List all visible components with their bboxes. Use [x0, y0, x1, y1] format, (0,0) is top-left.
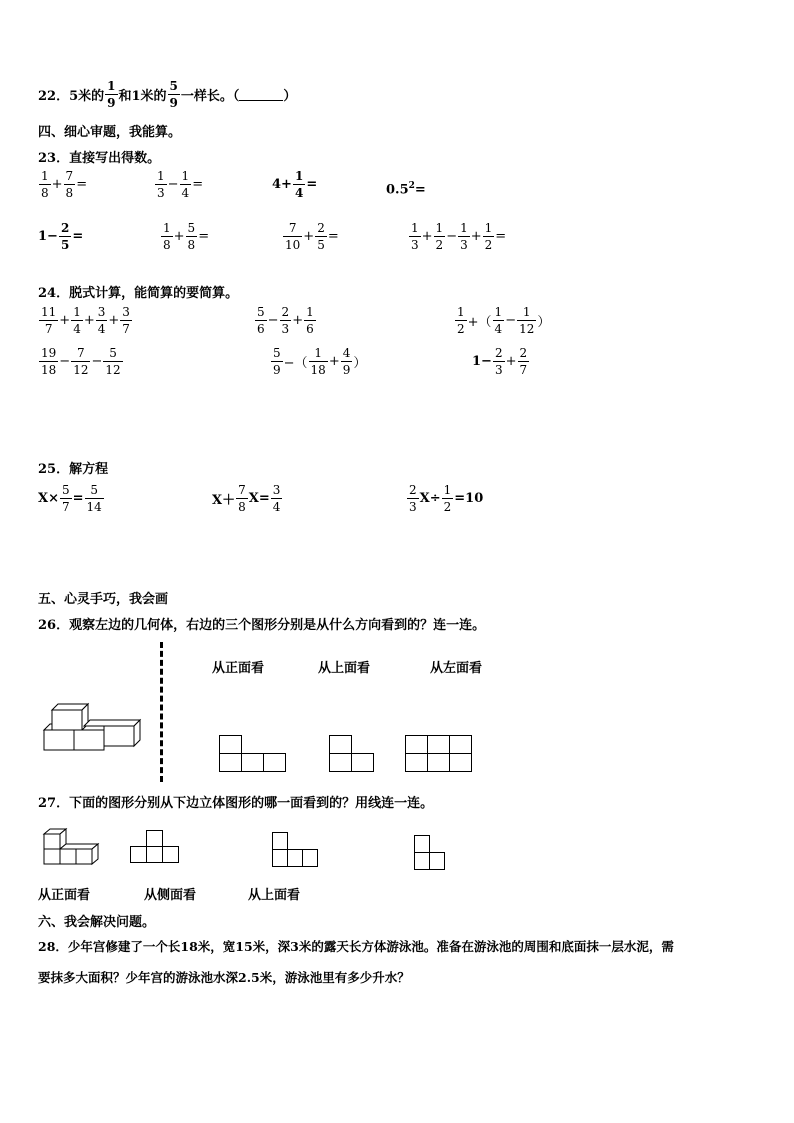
q25-item-a: X× $\frac{5}{7}$ = $\frac{5}{14}$ [38, 483, 102, 514]
question-23-title: 23．直接写出得数。 [38, 151, 161, 166]
answer-blank[interactable] [239, 88, 283, 101]
fraction: $\frac{5}{9}$ [273, 346, 281, 377]
question-25-title: 25．解方程 [38, 462, 109, 477]
q25-item-b: X＋ $\frac{7}{8}$ X= $\frac{3}{4}$ [212, 483, 281, 514]
question-26-title: 26．观察左边的几何体，右边的三个图形分别是从什么方向看到的？连一连。 [38, 618, 486, 633]
section-6-heading: 六、我会解决问题。 [38, 915, 156, 930]
fraction: $\frac{7}{10}$ [285, 221, 301, 252]
q23-item-c: 4+ $\frac{1}{4}$ = [272, 169, 318, 200]
fraction: $\frac{2}{3}$ [494, 346, 503, 377]
q26-solid-figure [40, 696, 142, 756]
fraction: $\frac{19}{18}$ [41, 346, 57, 377]
fraction: $\frac{11}{7}$ [41, 305, 57, 336]
fraction: $\frac{1}{3}$ [460, 221, 468, 252]
q26-view-c [405, 735, 475, 775]
q23-item-f: $\frac{1}{8}$ + $\frac{5}{8}$ = [163, 221, 210, 252]
section-4-heading: 四、细心审题，我能算。 [38, 125, 182, 140]
q24-item-d: $\frac{19}{18}$ − $\frac{7}{12}$ − $\frac{5}{12}$ [41, 346, 121, 377]
fraction: $\frac{5}{6}$ [257, 305, 265, 336]
q23-item-h: $\frac{1}{3}$ + $\frac{1}{2}$ − $\frac{1}{3}$ + $\frac{1}{2}$ = [411, 221, 507, 252]
question-22: 22．5米的 $\frac{1}{9}$ 和1米的 $\frac{5}{9}$ 一样长。（ ） [38, 79, 297, 110]
question-28-line-1: 28．少年宫修建了一个长18米，宽15米，深3米的露天长方体游泳池。准备在游泳池的周围和底面抹一层水泥，需 [38, 939, 674, 954]
fraction: $\frac{1}{18}$ [310, 346, 326, 377]
fraction: $\frac{1}{2}$ [443, 483, 452, 514]
fraction: $\frac{5}{14}$ [86, 483, 102, 514]
q26-label-top: 从上面看 [318, 661, 371, 676]
fraction: $\frac{7}{12}$ [73, 346, 89, 377]
q27-label-top: 从上面看 [248, 888, 301, 903]
fraction: $\frac{2}{5}$ [60, 221, 70, 252]
fraction: $\frac{1}{8}$ [163, 221, 171, 252]
question-27-title: 27．下面的图形分别从下边立体图形的哪一面看到的？用线连一连。 [38, 796, 434, 811]
fraction: $\frac{1}{6}$ [306, 305, 314, 336]
q27-view-a [130, 830, 180, 870]
fraction: $\frac{5}{8}$ [187, 221, 196, 252]
q27-view-c [414, 835, 450, 875]
fraction: $\frac{2}{5}$ [317, 221, 325, 252]
fraction: $\frac{3}{4}$ [272, 483, 281, 514]
fraction: $\frac{4}{9}$ [342, 346, 351, 377]
q24-item-e: $\frac{5}{9}$ −（ $\frac{1}{18}$ + $\frac{4}{9}$ ） [273, 346, 367, 377]
q27-solid-figure [38, 826, 102, 868]
fraction: $\frac{1}{4}$ [294, 169, 304, 200]
q23-item-a: $\frac{1}{8}$ + $\frac{7}{8}$ = [41, 169, 88, 200]
fraction: $\frac{1}{8}$ [41, 169, 49, 200]
section-5-heading: 五、心灵手巧，我会画 [38, 592, 169, 607]
q23-item-e: 1− $\frac{2}{5}$ = [38, 221, 84, 252]
q24-item-b: $\frac{5}{6}$ − $\frac{2}{3}$ + $\frac{1}{6}$ [257, 305, 314, 336]
fraction: $\frac{1}{3}$ [411, 221, 419, 252]
fraction: $\frac{1}{4}$ [73, 305, 81, 336]
q23-item-b: $\frac{1}{3}$ − $\frac{1}{4}$ = [157, 169, 204, 200]
q27-label-front: 从正面看 [38, 888, 91, 903]
fraction: $\frac{1}{2}$ [457, 305, 465, 336]
question-28-line-2: 要抹多大面积？少年宫的游泳池水深2.5米，游泳池里有多少升水？ [38, 970, 410, 985]
q26-view-b [329, 735, 379, 775]
q24-item-c: $\frac{1}{2}$ +（ $\frac{1}{4}$ − $\frac{1}{12}$ ） [457, 305, 551, 336]
question-24-title: 24．脱式计算，能简算的要简算。 [38, 286, 239, 301]
q26-label-left: 从左面看 [430, 661, 483, 676]
dashed-divider [160, 642, 163, 782]
fraction: $\frac{1}{3}$ [157, 169, 165, 200]
q24-item-f: 1− $\frac{2}{3}$ + $\frac{2}{7}$ [472, 346, 528, 377]
q24-item-a: $\frac{11}{7}$ + $\frac{1}{4}$ + $\frac{3}{4}$ + $\frac{3}{7}$ [41, 305, 130, 336]
fraction: $\frac{1}{9}$ [107, 79, 116, 110]
fraction: $\frac{5}{7}$ [61, 483, 70, 514]
fraction: $\frac{2}{3}$ [281, 305, 290, 336]
q27-label-side: 从侧面看 [144, 888, 197, 903]
q23-item-g: $\frac{7}{10}$ + $\frac{2}{5}$ = [285, 221, 339, 252]
fraction: $\frac{3}{4}$ [97, 305, 106, 336]
fraction: $\frac{1}{4}$ [494, 305, 503, 336]
fraction: $\frac{1}{2}$ [435, 221, 444, 252]
fraction: $\frac{1}{12}$ [519, 305, 535, 336]
fraction: $\frac{1}{2}$ [484, 221, 493, 252]
q26-view-a [219, 735, 289, 775]
fraction: $\frac{2}{7}$ [519, 346, 528, 377]
q25-item-c: $\frac{2}{3}$ X÷ $\frac{1}{2}$ =10 [409, 483, 484, 514]
fraction: $\frac{7}{8}$ [238, 483, 246, 514]
fraction: $\frac{3}{7}$ [122, 305, 130, 336]
fraction: $\frac{5}{12}$ [105, 346, 121, 377]
q23-item-d: $0.5^2=$ [386, 181, 426, 198]
fraction: $\frac{1}{4}$ [181, 169, 190, 200]
fraction: $\frac{7}{8}$ [65, 169, 74, 200]
q26-label-front: 从正面看 [212, 661, 265, 676]
q27-view-b [272, 832, 322, 872]
fraction: $\frac{2}{3}$ [409, 483, 417, 514]
fraction: $\frac{5}{9}$ [169, 79, 178, 110]
